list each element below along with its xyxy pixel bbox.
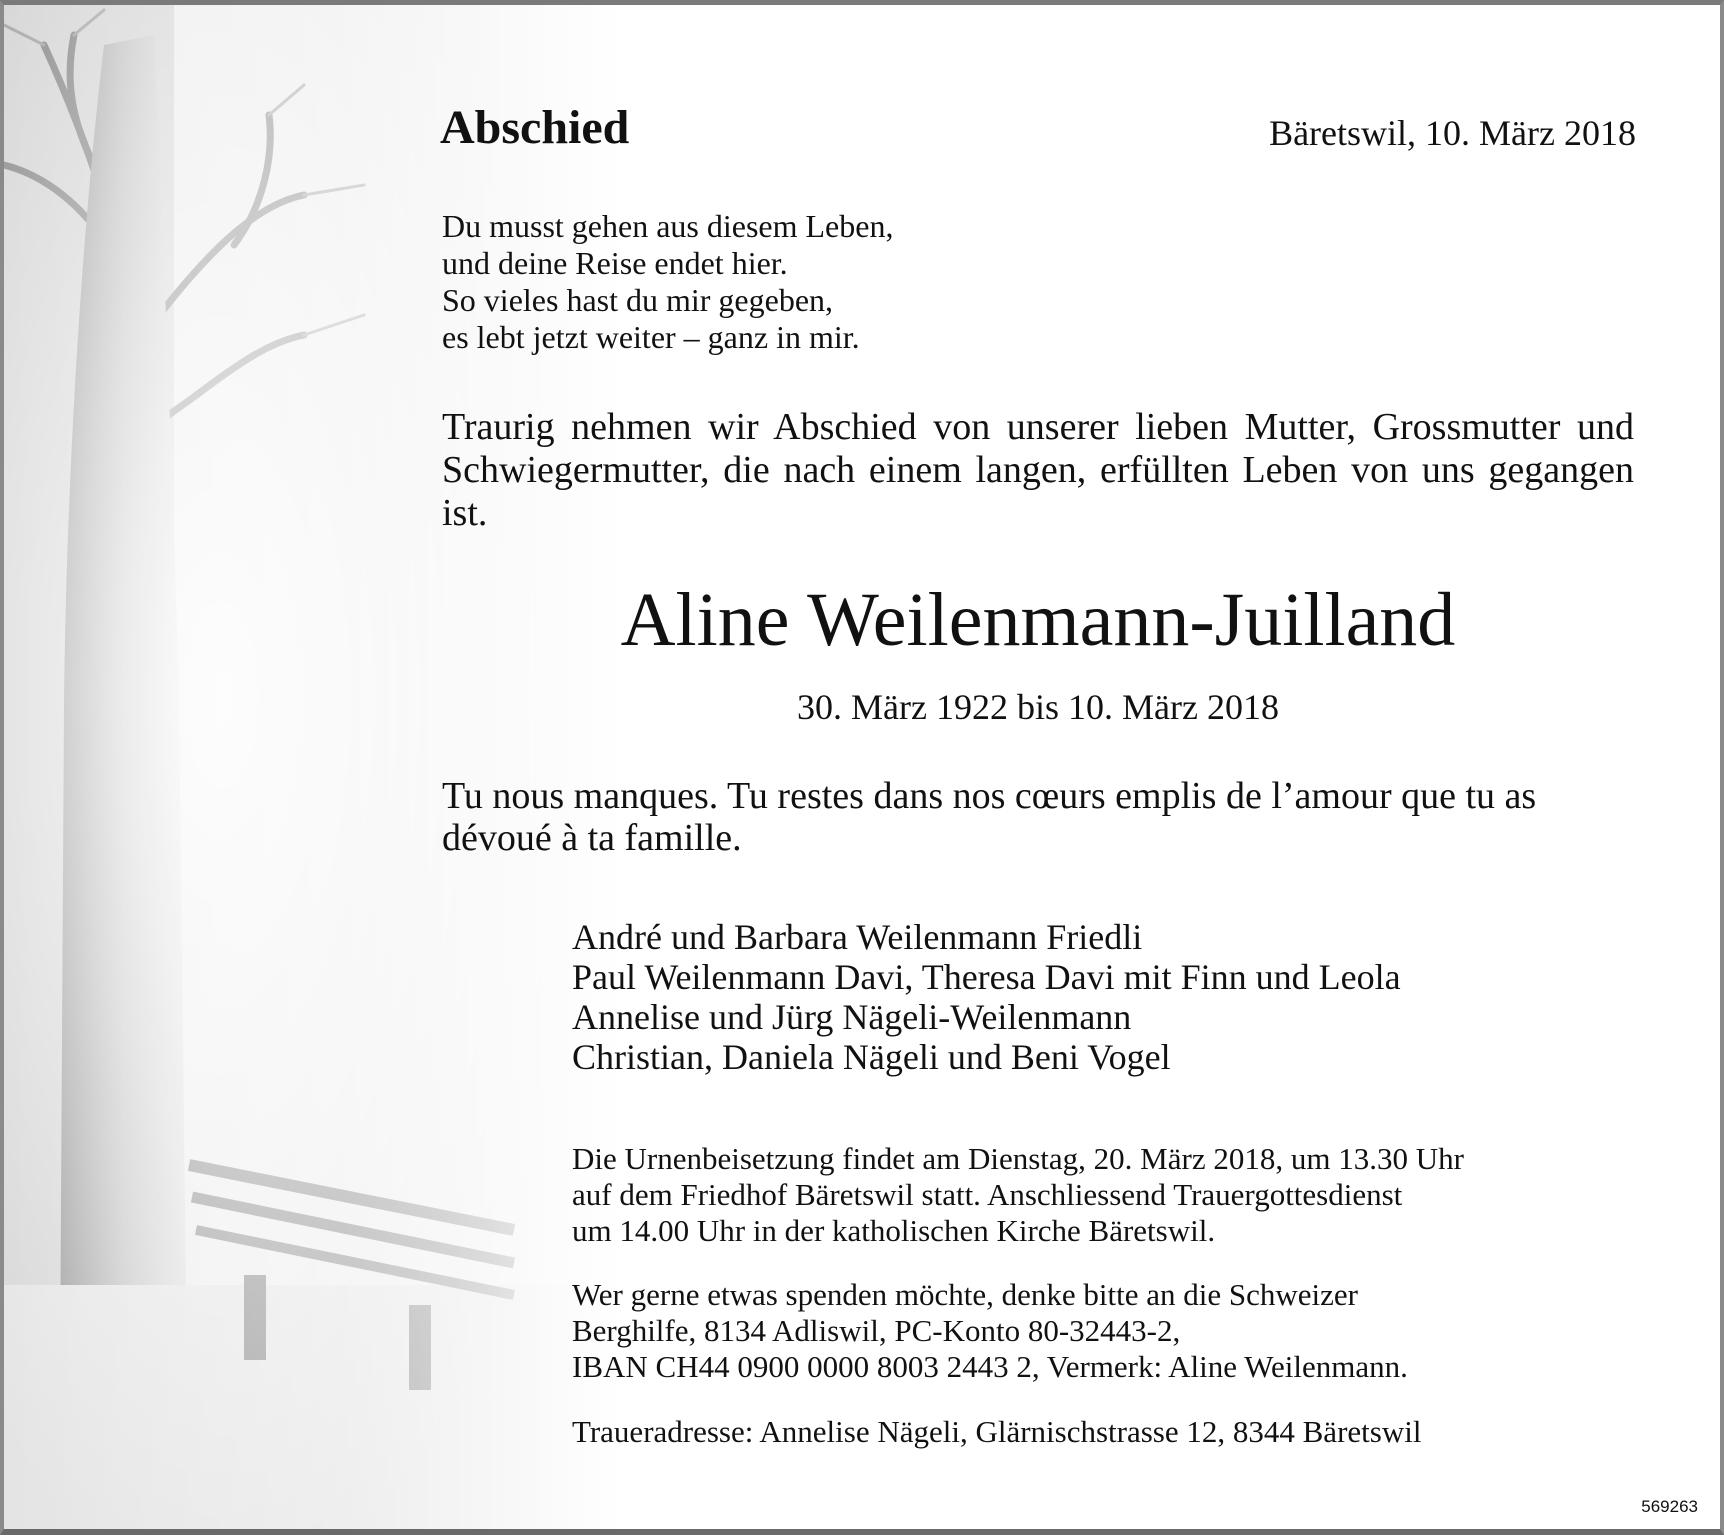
donation-info-line: Wer gerne etwas spenden möchte, denke bitte an die Schweizer — [572, 1277, 1358, 1312]
place-date: Bäretswil, 10. März 2018 — [1269, 113, 1636, 153]
burial-info — [572, 1141, 1464, 1249]
burial-info-line: Die Urnenbeisetzung findet am Dienstag, 20. März 2018, um 13.30 Uhr — [572, 1141, 1464, 1176]
poem-line: es lebt jetzt weiter – ganz in mir. — [442, 319, 860, 355]
french-message: Tu nous manques. Tu restes dans nos cœurs emplis de l’amour que tu as dévoué à ta famille. — [442, 775, 1537, 859]
intro-paragraph: Traurig nehmen wir Abschied von unserer lieben Mutter, Grossmutter und Schwiegermutter, die nach einem langen, erfüllten Leben von uns gegangen ist. — [442, 406, 1634, 534]
mourners-list — [572, 917, 1401, 1077]
donation-info — [572, 1277, 1408, 1385]
mourning-address: Traueradresse: Annelise Nägeli, Glärnischstrasse 12, 8344 Bäretswil — [572, 1414, 1422, 1449]
mourner-entry: Annelise und Jürg Nägeli-Weilenmann — [572, 997, 1132, 1037]
mourner-entry: Christian, Daniela Nägeli und Beni Vogel — [572, 1037, 1171, 1077]
notice-content — [4, 5, 1724, 1535]
mourner-entry: André und Barbara Weilenmann Friedli — [572, 917, 1143, 957]
burial-info-line: um 14.00 Uhr in der katholischen Kirche Bäretswil. — [572, 1213, 1216, 1248]
donation-info-line: IBAN CH44 0900 0000 8003 2443 2, Vermerk: Aline Weilenmann. — [572, 1349, 1408, 1384]
reference-number: 569263 — [1641, 1497, 1698, 1516]
poem-line: Du musst gehen aus diesem Leben, — [442, 208, 894, 244]
poem-line: und deine Reise endet hier. — [442, 245, 788, 281]
notice-title: Abschied — [440, 101, 630, 154]
burial-info-line: auf dem Friedhof Bäretswil statt. Anschliessend Trauergottesdienst — [572, 1177, 1403, 1212]
mourner-entry: Paul Weilenmann Davi, Theresa Davi mit Finn und Leola — [572, 957, 1401, 997]
life-dates: 30. März 1922 bis 10. März 2018 — [797, 687, 1279, 727]
deceased-name: Aline Weilenmann-Juilland — [620, 578, 1456, 662]
poem-line: So vieles hast du mir gegeben, — [442, 282, 834, 318]
donation-info-line: Berghilfe, 8134 Adliswil, PC-Konto 80-32443-2, — [572, 1313, 1181, 1348]
poem — [442, 208, 893, 356]
